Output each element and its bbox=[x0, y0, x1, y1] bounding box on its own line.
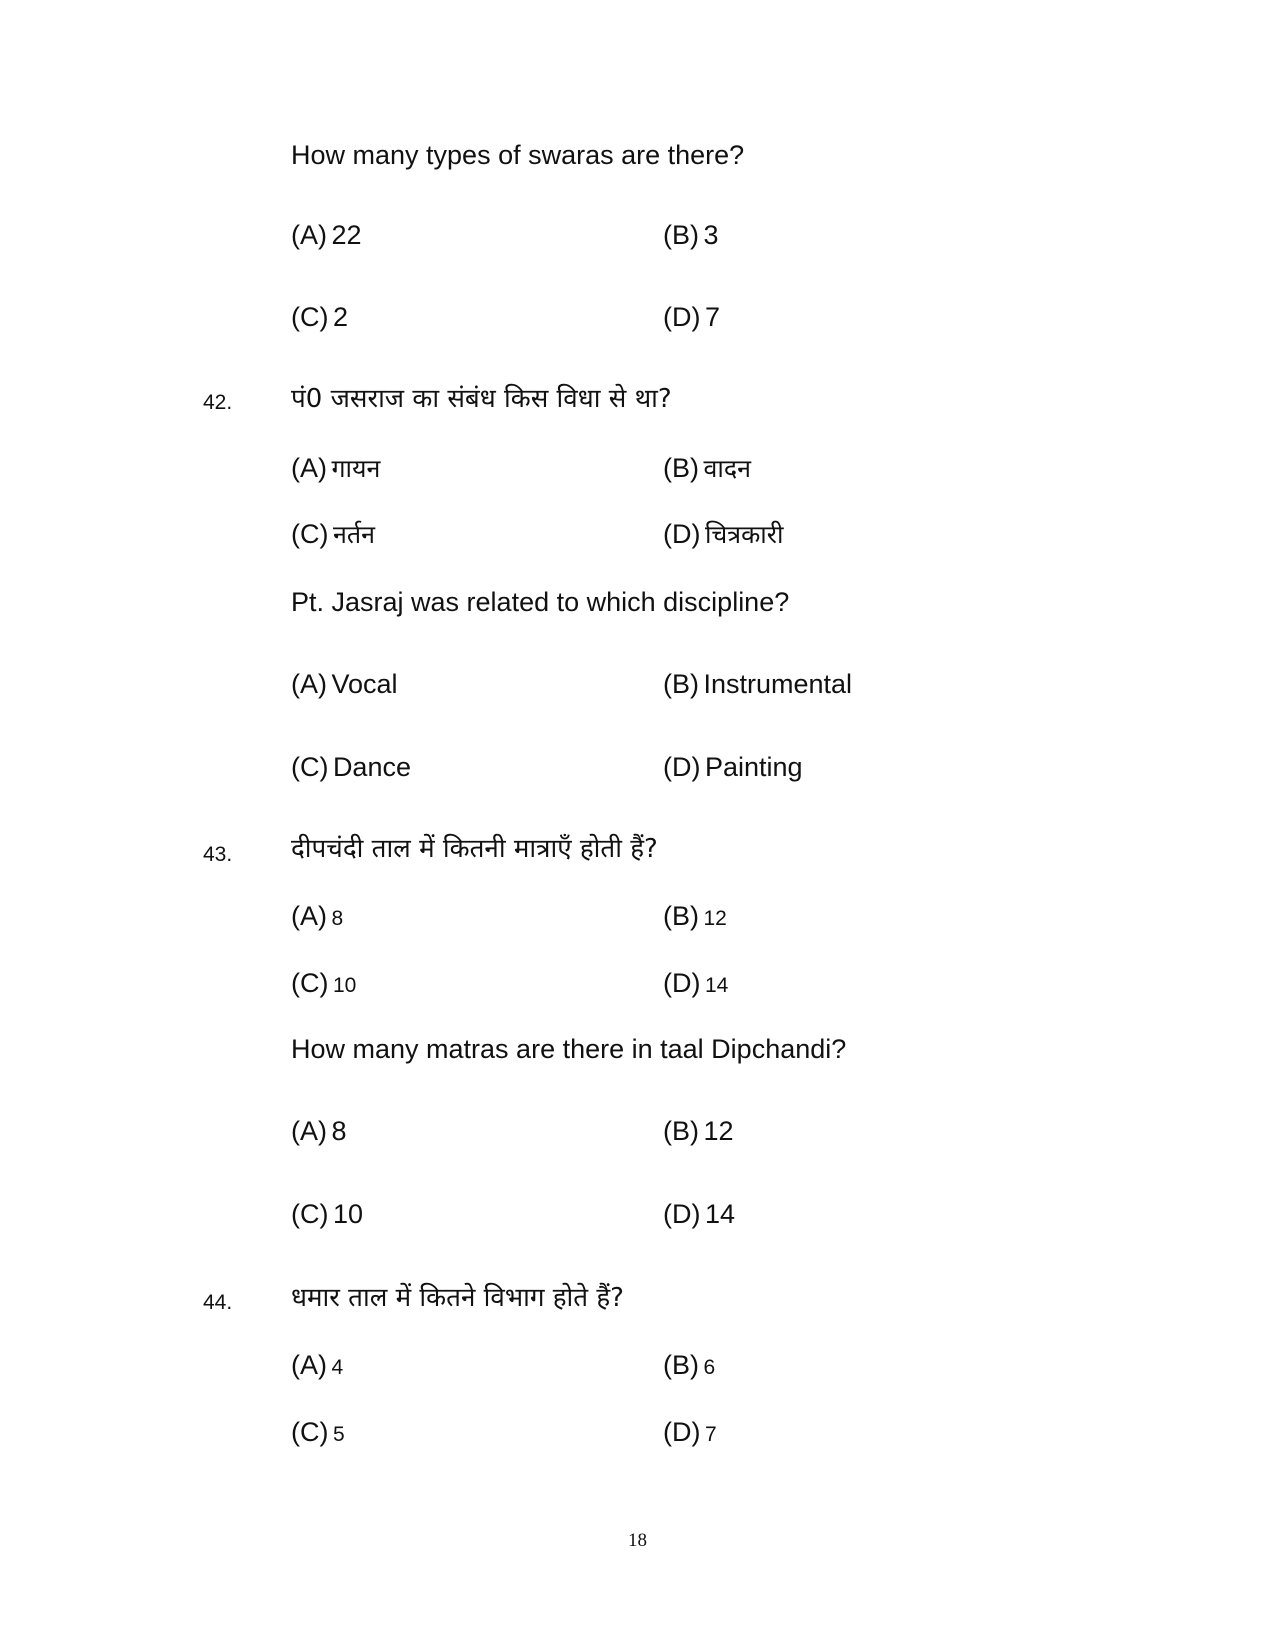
option-a: (A) Vocal bbox=[291, 669, 398, 699]
option-c: (C) 5 bbox=[291, 1417, 345, 1447]
option-b: (B) वादन bbox=[663, 453, 751, 483]
option-b: (B) 12 bbox=[663, 1116, 734, 1146]
option-a: (A) गायन bbox=[291, 453, 381, 483]
question-text: How many matras are there in taal Dipchandi? bbox=[291, 1034, 847, 1064]
option-d: (D) चित्रकारी bbox=[663, 519, 784, 549]
option-d: (D) 14 bbox=[663, 1199, 735, 1229]
option-b: (B) 6 bbox=[663, 1350, 716, 1380]
option-b: (B) Instrumental bbox=[663, 669, 853, 699]
question-text: दीपचंदी ताल में कितनी मात्राएँ होती हैं? bbox=[291, 834, 658, 864]
question-text: Pt. Jasraj was related to which discipline? bbox=[291, 587, 790, 617]
option-a: (A) 8 bbox=[291, 1116, 347, 1146]
question-text: धमार ताल में कितने विभाग होते हैं? bbox=[291, 1283, 624, 1313]
option-c: (C) नर्तन bbox=[291, 519, 375, 549]
page-number: 18 bbox=[628, 1530, 647, 1551]
question-text: How many types of swaras are there? bbox=[291, 140, 745, 170]
option-c: (C) 2 bbox=[291, 302, 348, 332]
option-a: (A) 22 bbox=[291, 220, 362, 250]
option-d: (D) 14 bbox=[663, 968, 729, 998]
question-number: 43. bbox=[203, 843, 233, 866]
question-text: पं0 जसराज का संबंध किस विधा से था? bbox=[291, 384, 672, 414]
option-c: (C) 10 bbox=[291, 1199, 363, 1229]
option-d: (D) Painting bbox=[663, 752, 803, 782]
option-c: (C) Dance bbox=[291, 752, 411, 782]
option-b: (B) 3 bbox=[663, 220, 719, 250]
question-number: 42. bbox=[203, 391, 233, 414]
option-d: (D) 7 bbox=[663, 1417, 717, 1447]
option-a: (A) 4 bbox=[291, 1350, 344, 1380]
option-b: (B) 12 bbox=[663, 901, 727, 931]
option-a: (A) 8 bbox=[291, 901, 344, 931]
option-c: (C) 10 bbox=[291, 968, 357, 998]
question-number: 44. bbox=[203, 1291, 233, 1314]
option-d: (D) 7 bbox=[663, 302, 720, 332]
